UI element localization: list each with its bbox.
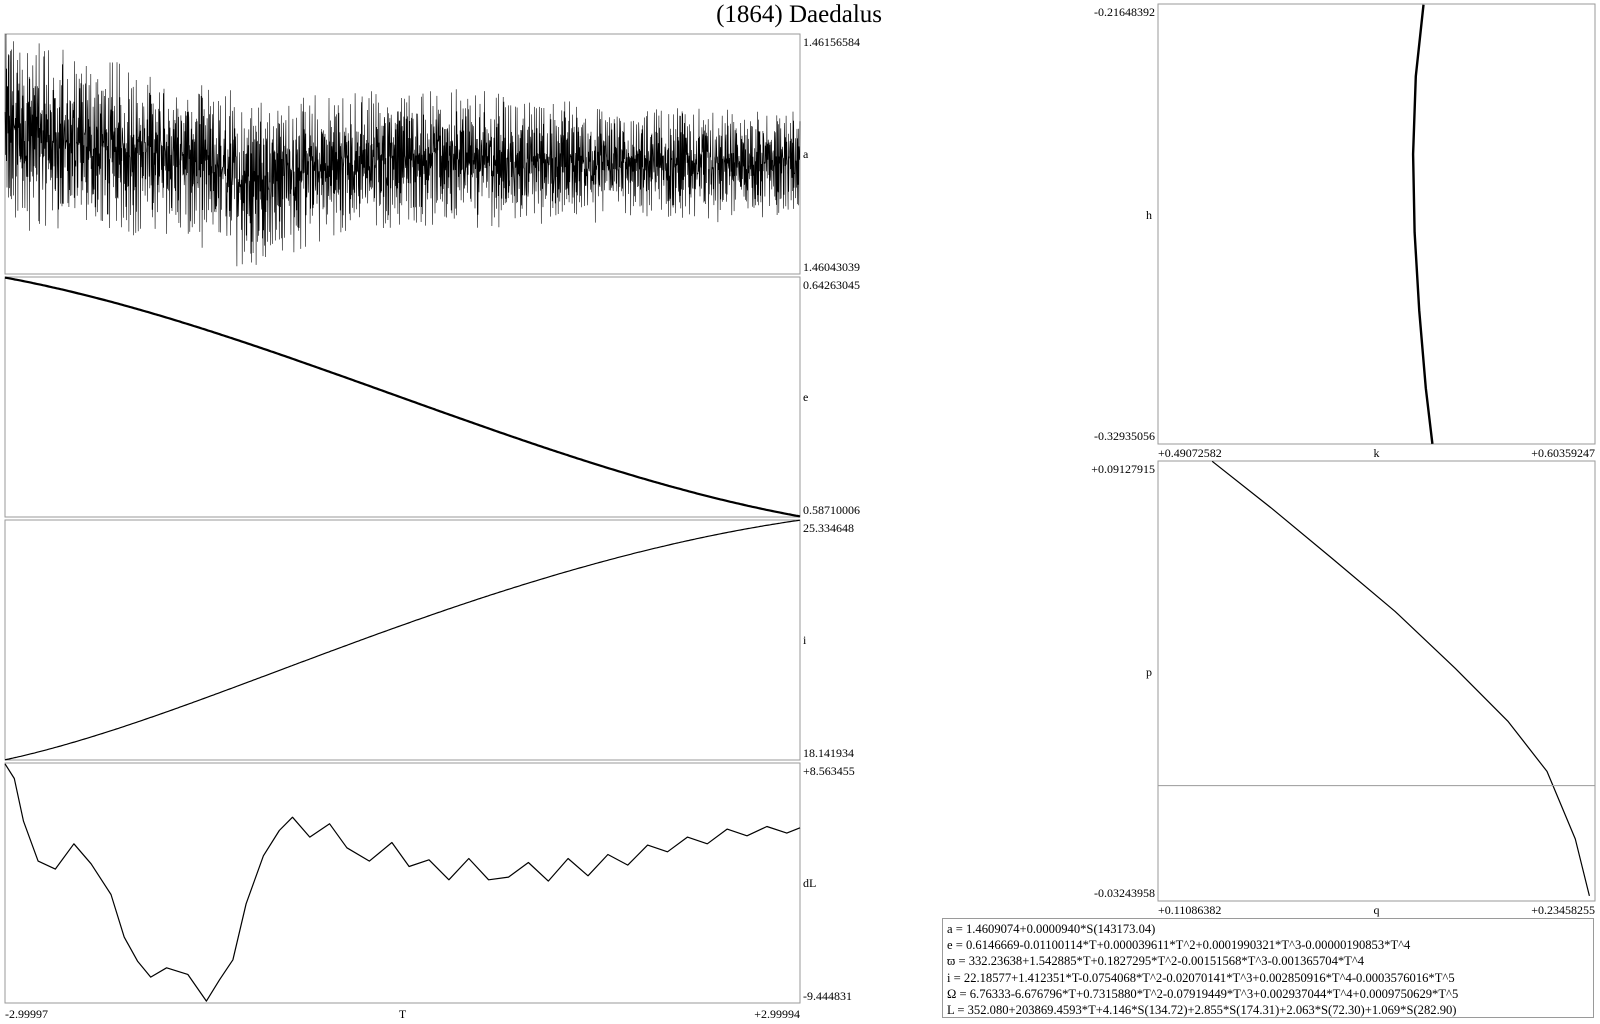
series-line-h-k xyxy=(1413,5,1432,444)
y-min-label: -0.03243958 xyxy=(1094,886,1155,900)
formula-L: L = 352.080+203869.4593*T+4.146*S(134.72)+2.855*S(174.31)+2.063*S(72.30)+1.069*S(282.90) xyxy=(947,1003,1457,1018)
series-line-a xyxy=(5,34,800,266)
x-max-label: +2.99994 xyxy=(754,1007,800,1021)
y-axis-label: dL xyxy=(803,876,817,890)
x-axis-label: T xyxy=(398,1007,407,1021)
x-min-label: +0.49072582 xyxy=(1158,446,1222,460)
y-max-label: 25.334648 xyxy=(803,521,854,535)
y-max-label: +8.563455 xyxy=(803,764,855,778)
x-axis-label: k xyxy=(1373,446,1380,460)
y-axis-label: i xyxy=(803,633,807,647)
formula-node: Ω = 6.76333-6.676796*T+0.7315880*T^2-0.07919449*T^3+0.002937044*T^4+0.0009750629*T^5 xyxy=(947,986,1459,1001)
formula-a: a = 1.4609074+0.0000940*S(143173.04) xyxy=(947,922,1156,936)
x-min-label: +0.11086382 xyxy=(1158,903,1222,917)
formula-box xyxy=(942,918,1594,1018)
y-max-label: +0.09127915 xyxy=(1091,462,1155,476)
x-axis-label: q xyxy=(1373,903,1380,917)
y-min-label: -9.444831 xyxy=(803,989,852,1003)
y-max-label: -0.21648392 xyxy=(1094,5,1155,19)
series-line-p-q xyxy=(1212,461,1589,896)
y-axis-label: p xyxy=(1146,665,1152,679)
series-line-dL xyxy=(5,764,800,1001)
panel-frame-5 xyxy=(1158,461,1595,901)
y-min-label: 1.46043039 xyxy=(803,260,860,274)
panel-frame-3 xyxy=(5,763,800,1003)
chart-title: (1864) Daedalus xyxy=(716,1,882,28)
y-axis-label: e xyxy=(803,390,809,404)
formula-e: e = 0.6146669-0.01100114*T+0.000039611*T^2+0.0001990321*T^3-0.00000190853*T^4 xyxy=(947,938,1411,953)
y-axis-label: a xyxy=(803,147,809,161)
series-line-e xyxy=(5,278,800,517)
y-min-label: 0.58710006 xyxy=(803,503,860,517)
y-min-label: 18.141934 xyxy=(803,746,854,760)
y-max-label: 1.46156584 xyxy=(803,35,860,49)
panel-frame-4 xyxy=(1158,4,1595,444)
formula-i: i = 22.18577+1.412351*T-0.0754068*T^2-0.02070141*T^3+0.002850916*T^4-0.0003576016*T^5 xyxy=(947,970,1455,985)
x-min-label: -2.99997 xyxy=(5,1007,48,1021)
series-line-i xyxy=(5,520,800,760)
y-axis-label: h xyxy=(1146,208,1152,222)
formula-varpi: ϖ = 332.23638+1.542885*T+0.1827295*T^2-0.00151568*T^3-0.001365704*T^4 xyxy=(947,954,1365,969)
panel-frame-2 xyxy=(5,520,800,760)
x-max-label: +0.23458255 xyxy=(1531,903,1595,917)
x-max-label: +0.60359247 xyxy=(1531,446,1595,460)
y-min-label: -0.32935056 xyxy=(1094,429,1155,443)
y-max-label: 0.64263045 xyxy=(803,278,860,292)
